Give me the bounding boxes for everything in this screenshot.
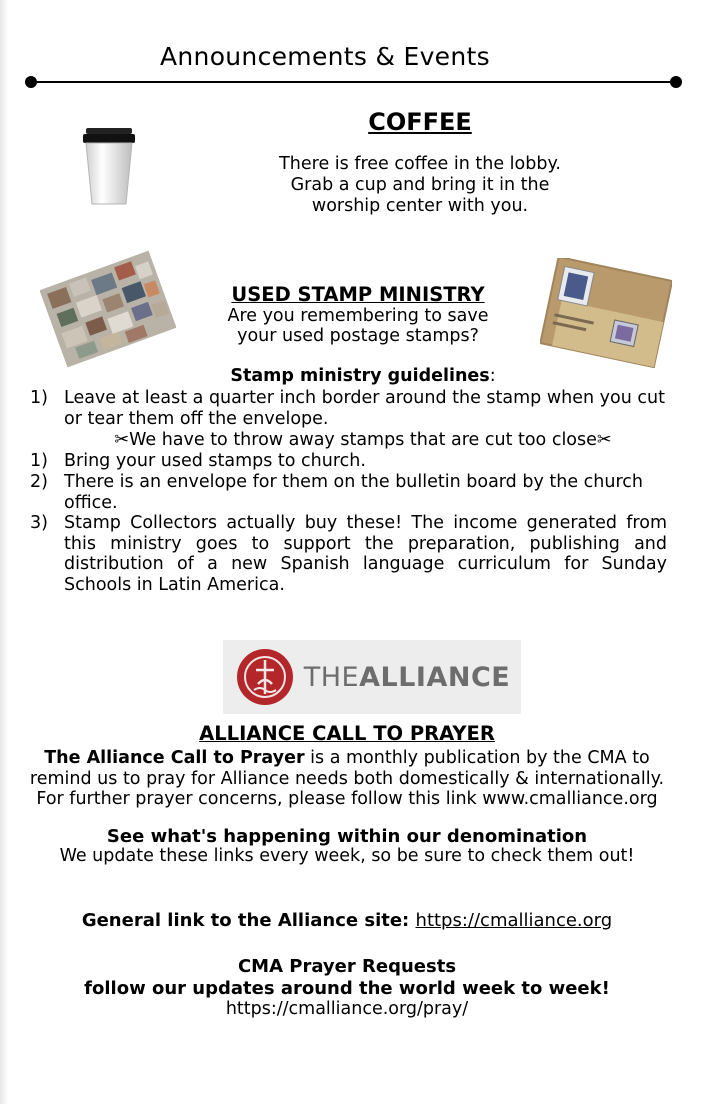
stamp-ministry-heading: USED STAMP MINISTRY: [231, 283, 485, 306]
list-item-text: Bring your used stamps to church.: [64, 451, 366, 471]
alliance-site-link[interactable]: https://cmalliance.org: [415, 910, 613, 931]
alliance-logo: [223, 640, 521, 714]
list-item: [30, 388, 670, 430]
list-item: [30, 451, 670, 472]
cma-prayer-link[interactable]: https://cmalliance.org/pray/: [225, 999, 469, 1019]
alliance-wordmark: [304, 662, 510, 693]
prayer-line-rest: is a monthly publication by the CMA to: [304, 748, 650, 768]
coffee-text: [250, 154, 590, 217]
stamp-line: Are you remembering to save: [227, 306, 489, 326]
stamped-envelope-image: [540, 258, 672, 368]
list-item-number: 1): [30, 388, 48, 408]
coffee-heading: COFFEE: [368, 108, 472, 136]
prayer-text: [20, 748, 674, 810]
wordmark-light: THE: [303, 661, 360, 693]
list-item-number: 1): [30, 451, 48, 471]
prayer-line: remind us to pray for Alliance needs both domestically & internationally.: [29, 768, 665, 789]
prayer-heading: ALLIANCE CALL TO PRAYER: [199, 722, 495, 745]
cut-warning-text: ✂We have to throw away stamps that are cut too close✂: [114, 430, 612, 450]
list-item-number: 2): [30, 472, 48, 492]
cma-prayer-heading: CMA Prayer Requests: [237, 956, 457, 977]
guidelines-heading: [0, 366, 726, 386]
alliance-seal-icon: [234, 646, 296, 708]
stamp-pile-image: [40, 250, 176, 368]
list-item: [30, 472, 670, 514]
general-link-line: [0, 910, 694, 931]
guidelines-colon: :: [489, 366, 496, 386]
guidelines-heading-text: Stamp ministry guidelines: [230, 366, 490, 386]
rule-right-dot: [670, 76, 682, 88]
list-item-text: Leave at least a quarter inch border around the stamp when you cut or tear them off the envelope.: [64, 388, 665, 429]
list-item-number: 3): [30, 513, 48, 533]
coffee-cup-image: [78, 124, 140, 206]
coffee-line: worship center with you.: [311, 196, 529, 216]
prayer-bold-lead: The Alliance Call to Prayer: [44, 748, 305, 768]
list-item-text: There is an envelope for them on the bulletin board by the church office.: [64, 472, 643, 513]
denomination-heading: See what's happening within our denomination: [106, 826, 588, 847]
stamp-line: your used postage stamps?: [237, 326, 479, 346]
prayer-line: For further prayer concerns, please follow this link www.cmalliance.org: [36, 789, 658, 809]
header-rule: [30, 81, 676, 83]
stamp-ministry-text: [206, 306, 510, 346]
page-edge-shadow: [0, 0, 8, 1104]
list-item: [30, 513, 670, 597]
coffee-line: There is free coffee in the lobby.: [279, 154, 561, 174]
cut-warning: [0, 430, 726, 450]
prayer-line: [20, 748, 674, 769]
denomination-text: We update these links every week, so be sure to check them out!: [59, 846, 635, 866]
cma-prayer-subheading: follow our updates around the world week to week!: [84, 978, 610, 999]
coffee-line: Grab a cup and bring it in the: [290, 175, 550, 195]
wordmark-bold: ALLIANCE: [359, 661, 511, 693]
list-item-text: Stamp Collectors actually buy these! The income generated from this ministry goes to support the preparation, publishing and distribution of a new Spanish language curriculum for Sunday Schools in Latin America.: [64, 513, 667, 595]
page-title: Announcements & Events: [160, 42, 490, 71]
general-link-label: General link to the Alliance site:: [81, 910, 416, 931]
